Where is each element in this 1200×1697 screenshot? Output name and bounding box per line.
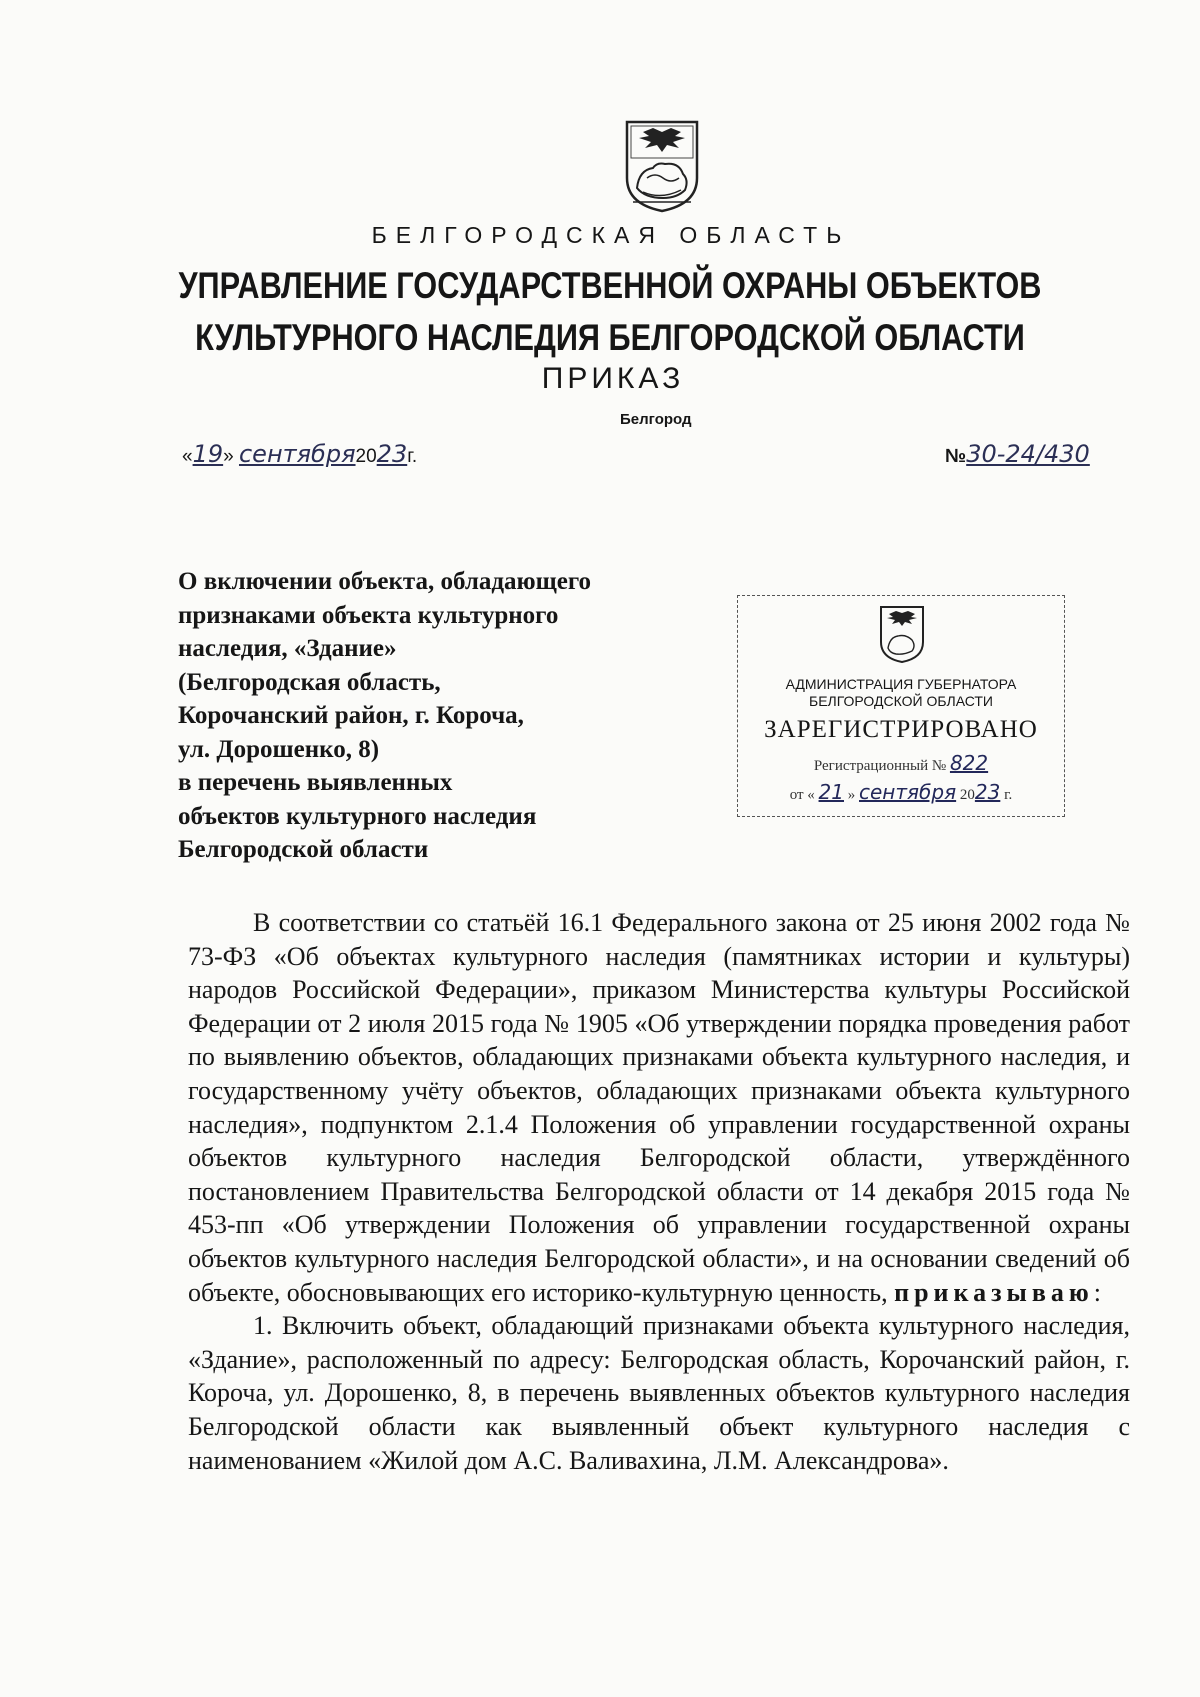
order-colon: : — [1093, 1277, 1101, 1307]
date-year-abbr: г. — [407, 446, 418, 467]
stamp-org-line2: БЕЛГОРОДСКОЙ ОБЛАСТИ — [809, 693, 993, 709]
subject-line: (Белгородская область, — [178, 668, 441, 696]
stamp-org-line1: АДМИНИСТРАЦИЯ ГУБЕРНАТОРА — [785, 676, 1017, 692]
stamp-registration-date — [738, 780, 1064, 804]
order-body — [188, 906, 1130, 1477]
preamble-text: В соответствии со статьёй 16.1 Федерального закона от 25 июня 2002 года № 73-ФЗ «Об объектах культурного наследия (памятниках истории и культуры) народов Российской Федерации», приказом Министерства культуры Российской Федерации от 2 июля 2015 года № 1905 «Об утверждении порядка проведения работ по выявлению объектов, обладающих признаками объекта культурного наследия, и государственному учёту объектов, обладающих признаками объекта культурного наследия», подпунктом 2.1.4 Положения об управлении государственной охраны объектов культурного наследия Белгородской области, утверждённого постановлением Правительства Белгородской области от 14 декабря 2015 года № 453-пп «Об утверждении Положения об управлении государственной охраны объектов культурного наследия Белгородской области», и на основании сведений об объекте, обосновывающих его историко-культурную ценность, — [188, 908, 1130, 1307]
order-subject — [178, 565, 698, 867]
subject-line: в перечень выявленных — [178, 769, 453, 796]
preamble-paragraph — [188, 906, 1130, 1309]
stamp-year-abbr: г. — [1004, 787, 1013, 803]
order-number — [945, 440, 1090, 468]
stamp-day: 21 — [818, 780, 844, 804]
order-item-1: 1. Включить объект, обладающий признаками объекта культурного наследия, «Здание», расположенный по адресу: Белгородская область, Корочанский район, г. Короча, ул. Дорошенко, 8, в перечень выявленных объектов культурного наследия Белгородской области как выявленный объект культурного наследия с наименованием «Жилой дом А.С. Валивахина, Л.М. Александрова». — [188, 1311, 1130, 1475]
date-year-suffix: 23 — [376, 440, 408, 468]
date-month: сентября — [238, 440, 356, 468]
registration-stamp — [737, 595, 1065, 817]
order-number-label: № — [945, 446, 967, 467]
stamp-organization — [738, 676, 1064, 710]
subject-line: признаками объекта культурного — [178, 601, 559, 629]
stamp-emblem — [878, 604, 926, 664]
stamp-month: сентября — [859, 780, 957, 804]
date-day: 19 — [192, 440, 224, 468]
order-number-value: 30-24/430 — [966, 440, 1090, 468]
subject-line: О включении объекта, обладающего — [178, 568, 592, 595]
order-date — [182, 440, 417, 468]
date-year-prefix: 20 — [355, 446, 377, 467]
document-type-title: ПРИКАЗ — [541, 362, 685, 395]
stamp-registered-title: ЗАРЕГИСТРИРОВАНО — [764, 716, 1038, 743]
date-close-quote: » — [223, 446, 234, 467]
coat-of-arms-emblem — [623, 118, 701, 214]
stamp-from-label: от « — [789, 787, 815, 803]
city-name: Белгород — [620, 411, 692, 428]
stamp-registration-number — [738, 751, 1064, 775]
stamp-quote-close: » — [847, 787, 856, 803]
subject-line: объектов культурного наследия — [178, 802, 537, 830]
subject-line: ул. Дорошенко, 8) — [178, 735, 380, 763]
order-word: приказываю — [894, 1277, 1094, 1307]
stamp-year-suffix: 23 — [974, 780, 1001, 804]
date-open-quote: « — [182, 446, 193, 467]
agency-name-line1: УПРАВЛЕНИЕ ГОСУДАРСТВЕННОЙ ОХРАНЫ ОБЪЕКТОВ — [178, 265, 1042, 306]
subject-line: Корочанский район, г. Короча, — [178, 702, 524, 729]
agency-name-line2: КУЛЬТУРНОГО НАСЛЕДИЯ БЕЛГОРОДСКОЙ ОБЛАСТИ — [195, 317, 1025, 358]
stamp-reg-number: 822 — [949, 751, 989, 775]
agency-name — [102, 260, 1098, 364]
stamp-year-prefix: 20 — [959, 787, 975, 803]
stamp-reg-label: Регистрационный № — [813, 758, 947, 774]
subject-line: Белгородской области — [178, 836, 429, 863]
subject-line: наследия, «Здание» — [178, 635, 397, 662]
region-name: БЕЛГОРОДСКАЯ ОБЛАСТЬ — [371, 222, 851, 248]
